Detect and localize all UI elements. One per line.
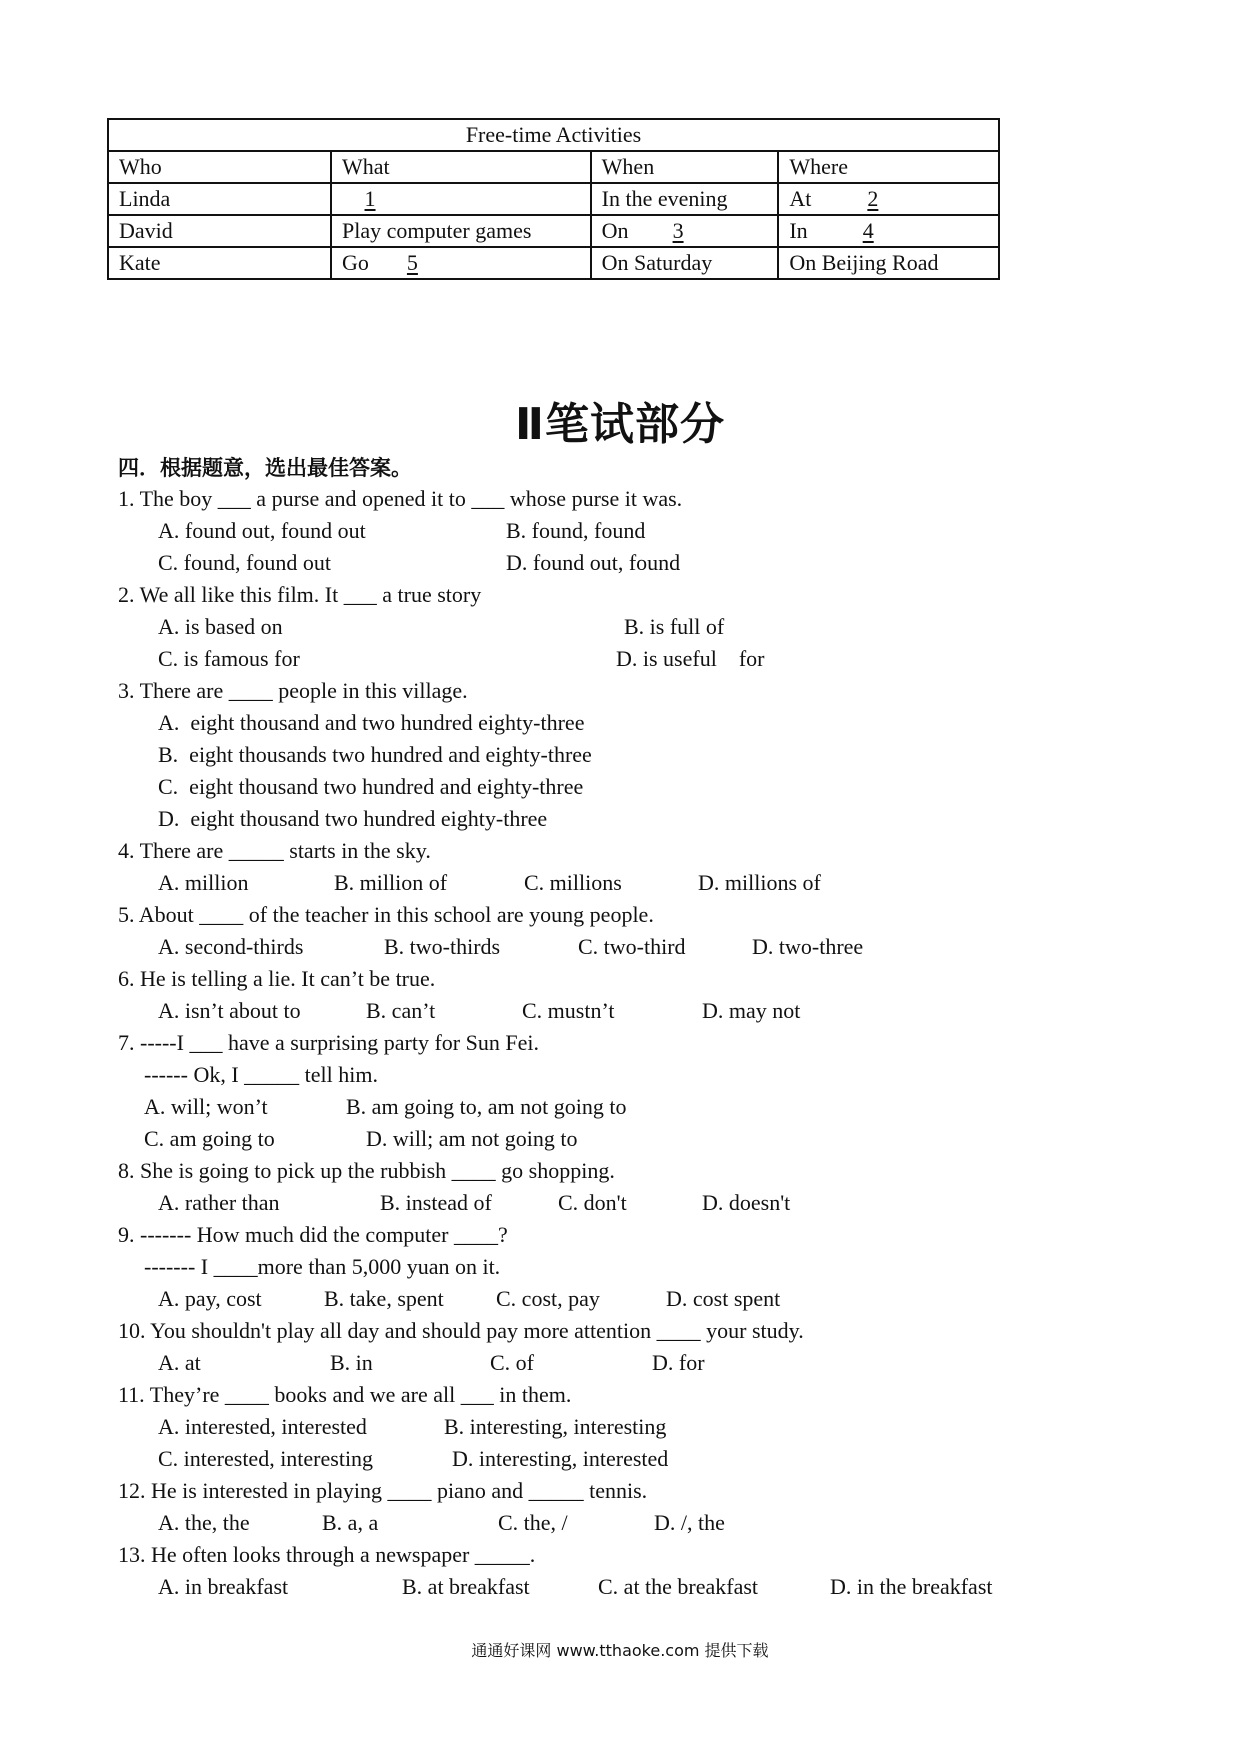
option-b: B. a, a xyxy=(322,1510,379,1535)
option-c: C. millions xyxy=(524,870,622,895)
question-stem: 9. ------- How much did the computer ____? xyxy=(118,1222,508,1247)
option-b: B. at breakfast xyxy=(402,1574,530,1599)
option-d: D. millions of xyxy=(698,870,821,895)
option-b: B. two-thirds xyxy=(384,934,501,959)
question-stem: 12. He is interested in playing ____ piano and _____ tennis. xyxy=(118,1478,648,1503)
option-b: B. take, spent xyxy=(324,1286,444,1311)
question-stem: 2. We all like this film. It ___ a true story xyxy=(118,582,482,607)
option-b: B. instead of xyxy=(380,1190,492,1215)
option-d: D. doesn't xyxy=(702,1190,791,1215)
cell-where xyxy=(778,183,999,215)
cell-what xyxy=(331,183,591,215)
option-a: A. found out, found out xyxy=(158,518,366,543)
option-a: A. rather than xyxy=(158,1190,280,1215)
what-prefix: Go xyxy=(342,250,369,275)
cell-where xyxy=(778,215,999,247)
option-c: C. of xyxy=(490,1350,534,1375)
option-a: A. isn’t about to xyxy=(158,998,301,1023)
option-d: D. found out, found xyxy=(506,550,681,575)
table-header-row xyxy=(108,151,999,183)
option-a: A. in breakfast xyxy=(158,1574,289,1599)
blank-2: 2 xyxy=(867,186,879,211)
cell-when: In the evening xyxy=(591,183,779,215)
header-when: When xyxy=(591,151,779,183)
table-title-row xyxy=(108,119,999,151)
header-who: Who xyxy=(108,151,331,183)
option-c: C. eight thousand two hundred and eighty-three xyxy=(158,774,584,799)
cell-who: David xyxy=(108,215,331,247)
option-c: C. interested, interesting xyxy=(158,1446,374,1471)
when-prefix: On xyxy=(601,218,629,243)
table-row xyxy=(108,247,999,279)
option-b: B. million of xyxy=(334,870,448,895)
option-b: B. is full of xyxy=(624,614,725,639)
question-stem: 4. There are _____ starts in the sky. xyxy=(118,838,431,863)
where-prefix: At xyxy=(789,186,812,211)
question-stem: 6. He is telling a lie. It can’t be true. xyxy=(118,966,436,991)
option-a: A. interested, interested xyxy=(158,1414,367,1439)
question-stem: 5. About ____ of the teacher in this school are young people. xyxy=(118,902,654,927)
option-c: C. am going to xyxy=(144,1126,275,1151)
header-where: Where xyxy=(778,151,999,183)
cell-who: Linda xyxy=(108,183,331,215)
option-d: D. will; am not going to xyxy=(366,1126,578,1151)
option-d: D. /, the xyxy=(654,1510,725,1535)
option-d: D. interesting, interested xyxy=(452,1446,669,1471)
where-prefix: In xyxy=(789,218,808,243)
option-c: C. cost, pay xyxy=(496,1286,600,1311)
option-a: A. pay, cost xyxy=(158,1286,262,1311)
part-title: 四．根据题意，选出最佳答案。 xyxy=(118,456,412,480)
option-b: B. in xyxy=(330,1350,373,1375)
option-b: B. can’t xyxy=(366,998,436,1023)
option-a: A. at xyxy=(158,1350,201,1375)
option-c: C. mustn’t xyxy=(522,998,615,1023)
option-a: A. the, the xyxy=(158,1510,250,1535)
blank-5: 5 xyxy=(406,250,418,275)
header-what: What xyxy=(331,151,591,183)
section-title: Ⅱ笔试部分 xyxy=(515,399,725,450)
option-c: C. the, / xyxy=(498,1510,568,1535)
question-stem: 8. She is going to pick up the rubbish ____ go shopping. xyxy=(118,1158,615,1183)
option-a: A. million xyxy=(158,870,249,895)
option-b: B. found, found xyxy=(506,518,646,543)
option-a: A. will; won’t xyxy=(144,1094,268,1119)
option-c: C. don't xyxy=(558,1190,627,1215)
option-c: C. at the breakfast xyxy=(598,1574,759,1599)
blank-3: 3 xyxy=(672,218,684,243)
option-a: A. is based on xyxy=(158,614,283,639)
cell-when: On Saturday xyxy=(591,247,779,279)
option-a: A. eight thousand and two hundred eighty-three xyxy=(158,710,585,735)
option-d: D. eight thousand two hundred eighty-three xyxy=(158,806,548,831)
option-b: B. am going to, am not going to xyxy=(346,1094,627,1119)
table-row xyxy=(108,215,999,247)
question-stem: 7. -----I ___ have a surprising party for Sun Fei. xyxy=(118,1030,539,1055)
question-stem: 1. The boy ___ a purse and opened it to ___ whose purse it was. xyxy=(118,486,683,511)
question-stem: 13. He often looks through a newspaper _____. xyxy=(118,1542,536,1567)
option-d: D. cost spent xyxy=(666,1286,781,1311)
question-stem: 11. They’re ____ books and we are all ___ in them. xyxy=(118,1382,572,1407)
cell-when xyxy=(591,215,779,247)
question-stem-reply: ------- I ____more than 5,000 yuan on it. xyxy=(144,1254,501,1279)
option-d: D. may not xyxy=(702,998,801,1023)
option-c: C. is famous for xyxy=(158,646,300,671)
question-stem: 3. There are ____ people in this village. xyxy=(118,678,468,703)
option-d: D. two-three xyxy=(752,934,864,959)
cell-who: Kate xyxy=(108,247,331,279)
option-c: C. found, found out xyxy=(158,550,331,575)
free-time-activities-table xyxy=(107,118,1000,280)
blank-4: 4 xyxy=(862,218,874,243)
table-row xyxy=(108,183,999,215)
option-d: D. for xyxy=(652,1350,705,1375)
question-stem-reply: ------ Ok, I _____ tell him. xyxy=(144,1062,378,1087)
option-a: A. second-thirds xyxy=(158,934,304,959)
question-stem: 10. You shouldn't play all day and should pay more attention ____ your study. xyxy=(118,1318,804,1343)
option-c: C. two-third xyxy=(578,934,686,959)
blank-1: 1 xyxy=(364,186,376,211)
option-d: D. in the breakfast xyxy=(830,1574,993,1599)
cell-what xyxy=(331,247,591,279)
table-title: Free-time Activities xyxy=(108,119,999,151)
option-d: D. is useful for xyxy=(616,646,765,671)
option-b: B. eight thousands two hundred and eighty-three xyxy=(158,742,592,767)
cell-where: On Beijing Road xyxy=(778,247,999,279)
page-footer: 通通好课网 www.tthaoke.com 提供下载 xyxy=(471,1641,769,1660)
cell-what: Play computer games xyxy=(331,215,591,247)
option-b: B. interesting, interesting xyxy=(444,1414,667,1439)
